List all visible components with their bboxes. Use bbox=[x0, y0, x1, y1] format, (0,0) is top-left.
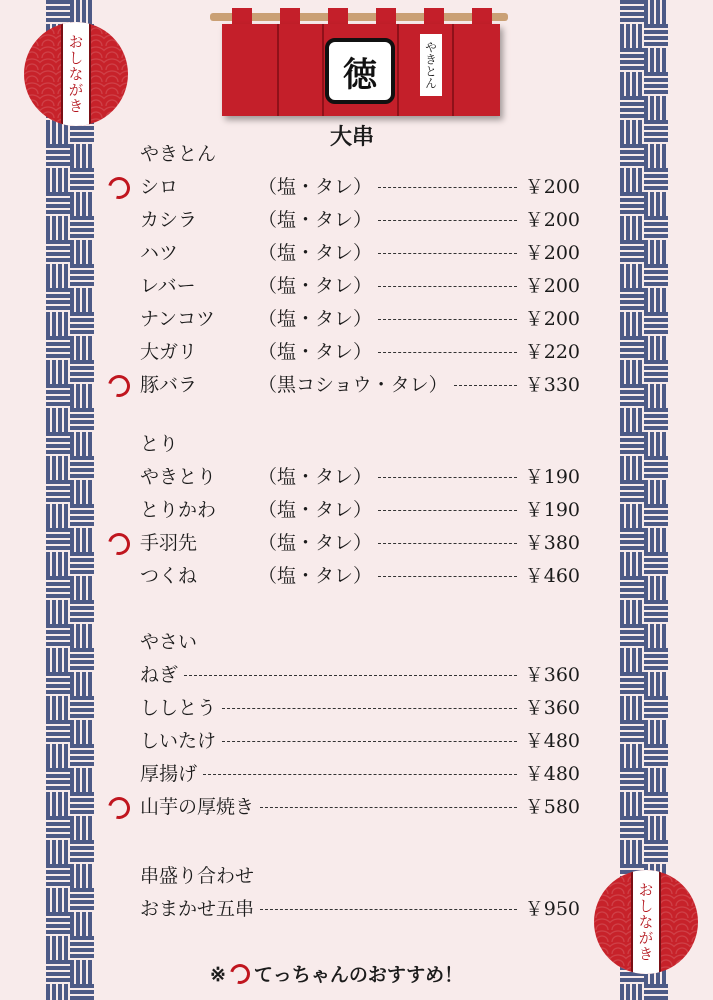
item-name: 厚揚げ bbox=[140, 763, 198, 785]
leader-line bbox=[454, 385, 517, 386]
item-name: 豚バラ bbox=[140, 374, 198, 396]
item-sauce: （塩・タレ） bbox=[258, 209, 373, 231]
menu-item bbox=[140, 893, 580, 926]
menu-item bbox=[140, 791, 580, 824]
menu-item bbox=[140, 171, 580, 204]
item-price: ￥190 bbox=[524, 499, 580, 521]
item-sauce: （塩・タレ） bbox=[258, 242, 373, 264]
item-name: ねぎ bbox=[140, 664, 179, 686]
item-sauce: （塩・タレ） bbox=[258, 308, 373, 330]
menu-section bbox=[140, 428, 580, 593]
left-weave-border bbox=[46, 0, 94, 1000]
item-sauce: （塩・タレ） bbox=[258, 499, 373, 521]
item-price: ￥330 bbox=[524, 374, 580, 396]
item-name: とりかわ bbox=[140, 499, 217, 521]
right-weave-border bbox=[620, 0, 668, 1000]
menu-item bbox=[140, 204, 580, 237]
note-text: てっちゃんのおすすめ！ bbox=[253, 964, 464, 986]
leader-line bbox=[378, 510, 517, 511]
recommendation-note bbox=[210, 960, 463, 987]
leader-line bbox=[378, 220, 517, 221]
item-name: ししとう bbox=[140, 697, 217, 719]
shop-logo: 徳 bbox=[325, 38, 395, 104]
menu-item bbox=[140, 659, 580, 692]
leader-line bbox=[260, 909, 517, 910]
item-price: ￥480 bbox=[524, 730, 580, 752]
oshinagaki-seal-bottom bbox=[594, 870, 698, 974]
seal-label: おしながき bbox=[61, 22, 91, 126]
recommend-mark-icon bbox=[104, 371, 134, 401]
item-name: 大ガリ bbox=[140, 341, 198, 363]
leader-line bbox=[378, 253, 517, 254]
menu-section bbox=[140, 860, 580, 926]
menu-item bbox=[140, 369, 580, 402]
item-name: 山芋の厚焼き bbox=[140, 796, 255, 818]
leader-line bbox=[378, 352, 517, 353]
recommend-mark-icon bbox=[226, 960, 253, 987]
section-title: やきとん bbox=[140, 143, 217, 165]
item-name: 手羽先 bbox=[140, 532, 198, 554]
item-sauce: （塩・タレ） bbox=[258, 532, 373, 554]
item-sauce: （塩・タレ） bbox=[258, 466, 373, 488]
leader-line bbox=[222, 708, 517, 709]
item-sauce: （塩・タレ） bbox=[258, 176, 373, 198]
menu-item bbox=[140, 336, 580, 369]
section-title: やさい bbox=[140, 631, 198, 653]
item-price: ￥460 bbox=[524, 565, 580, 587]
item-name: つくね bbox=[140, 565, 198, 587]
item-price: ￥580 bbox=[524, 796, 580, 818]
recommend-mark-icon bbox=[104, 793, 134, 823]
noren-curtain bbox=[210, 8, 508, 118]
leader-line bbox=[378, 477, 517, 478]
item-sauce: （塩・タレ） bbox=[258, 275, 373, 297]
item-sauce: （塩・タレ） bbox=[258, 341, 373, 363]
leader-line bbox=[378, 187, 517, 188]
menu-item bbox=[140, 560, 580, 593]
leader-line bbox=[222, 741, 517, 742]
menu-item bbox=[140, 461, 580, 494]
item-price: ￥200 bbox=[524, 176, 580, 198]
item-price: ￥200 bbox=[524, 209, 580, 231]
menu-item bbox=[140, 527, 580, 560]
item-price: ￥380 bbox=[524, 532, 580, 554]
menu-item bbox=[140, 692, 580, 725]
item-name: ナンコツ bbox=[140, 308, 216, 330]
item-price: ￥360 bbox=[524, 664, 580, 686]
item-name: やきとり bbox=[140, 466, 217, 488]
leader-line bbox=[184, 675, 517, 676]
menu-title: 大串 bbox=[330, 124, 375, 150]
noren-rod bbox=[210, 13, 508, 21]
menu-item bbox=[140, 494, 580, 527]
leader-line bbox=[378, 286, 517, 287]
leader-line bbox=[378, 576, 517, 577]
menu-item bbox=[140, 237, 580, 270]
item-price: ￥480 bbox=[524, 763, 580, 785]
item-price: ￥220 bbox=[524, 341, 580, 363]
item-price: ￥360 bbox=[524, 697, 580, 719]
item-price: ￥200 bbox=[524, 308, 580, 330]
recommend-mark-icon bbox=[104, 529, 134, 559]
menu-item bbox=[140, 758, 580, 791]
item-name: シロ bbox=[140, 176, 179, 198]
recommend-mark-icon bbox=[104, 173, 134, 203]
item-name: カシラ bbox=[140, 209, 198, 231]
menu-item bbox=[140, 270, 580, 303]
yakiton-tag: やきとん bbox=[420, 34, 442, 96]
item-name: ハツ bbox=[140, 242, 179, 264]
item-price: ￥190 bbox=[524, 466, 580, 488]
leader-line bbox=[260, 807, 517, 808]
item-price: ￥950 bbox=[524, 898, 580, 920]
item-price: ￥200 bbox=[524, 275, 580, 297]
item-sauce: （塩・タレ） bbox=[258, 565, 373, 587]
item-price: ￥200 bbox=[524, 242, 580, 264]
item-name: しいたけ bbox=[140, 730, 217, 752]
item-name: レバー bbox=[140, 275, 196, 297]
leader-line bbox=[203, 774, 517, 775]
menu-item bbox=[140, 725, 580, 758]
leader-line bbox=[378, 543, 517, 544]
note-prefix: ※ bbox=[210, 964, 226, 986]
item-sauce: （黒コショウ・タレ） bbox=[258, 374, 448, 396]
leader-line bbox=[378, 319, 517, 320]
menu-section bbox=[140, 138, 580, 402]
seal-label: おしながき bbox=[631, 870, 661, 974]
section-title: 串盛り合わせ bbox=[140, 865, 255, 887]
oshinagaki-seal-top bbox=[24, 22, 128, 126]
menu-item bbox=[140, 303, 580, 336]
menu-section bbox=[140, 626, 580, 824]
item-name: おまかせ五串 bbox=[140, 898, 255, 920]
section-title: とり bbox=[140, 433, 179, 455]
